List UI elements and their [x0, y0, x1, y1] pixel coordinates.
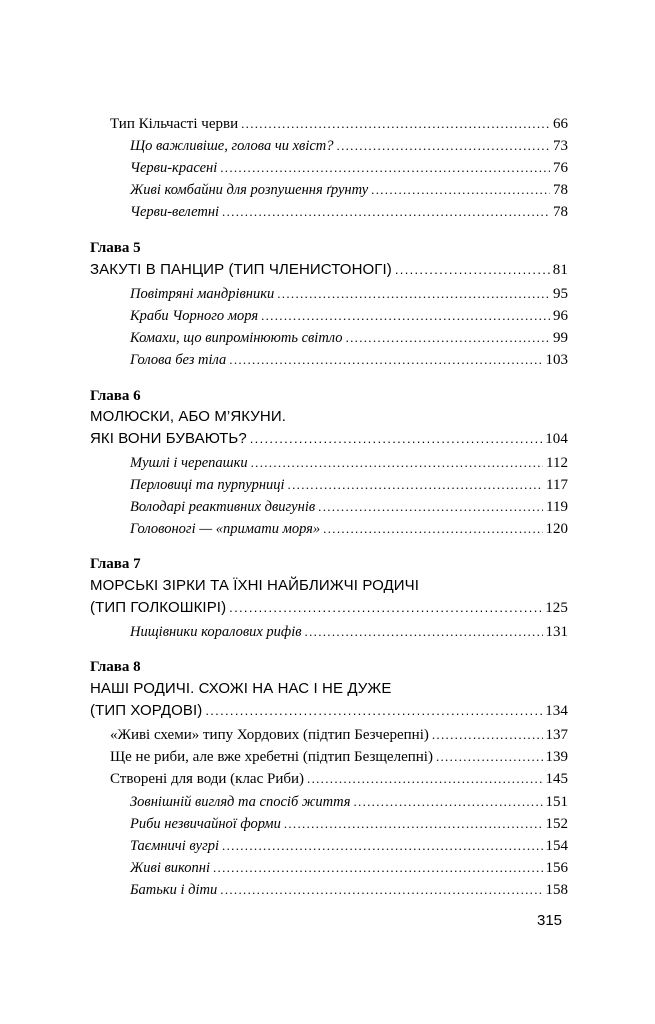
toc-entry-title: Головоногі — «примати моря»	[130, 521, 321, 537]
leader-dots	[205, 701, 542, 721]
toc-entry-title: Що важливіше, голова чи хвіст?	[130, 138, 334, 154]
toc-entry-page: 99	[553, 330, 568, 346]
chapter-label: Глава 6	[90, 388, 141, 404]
leader-dots	[229, 598, 542, 618]
toc-entry-title: Живі комбайни для розпушення ґрунту	[130, 182, 369, 198]
leader-dots	[305, 622, 543, 642]
leader-dots	[307, 769, 542, 789]
chapter-title	[90, 598, 568, 618]
toc-entry-title: Нищівники коралових рифів	[130, 624, 302, 640]
toc-entry	[130, 836, 568, 856]
toc-entry-page: 119	[546, 499, 568, 515]
chapter-title-line: МОЛЮСКИ, АБО М’ЯКУНИ.	[90, 408, 287, 425]
toc-entry-title: Черви-велетні	[130, 204, 220, 220]
leader-dots	[261, 306, 550, 326]
toc-entry-page: 112	[546, 455, 568, 471]
toc-entry-title: Тип Кільчасті черви	[110, 116, 239, 132]
leader-dots	[241, 114, 550, 134]
toc-subentry	[110, 747, 568, 767]
toc-entry	[130, 284, 568, 304]
leader-dots	[323, 519, 542, 539]
toc-entry-page: 73	[553, 138, 568, 154]
toc-entry	[130, 306, 568, 326]
leader-dots	[371, 180, 550, 200]
toc-entry-page: 120	[545, 521, 568, 537]
toc-entry-page: 76	[553, 160, 568, 176]
chapter-label: Глава 5	[90, 240, 141, 256]
toc-entry-title: Краби Чорного моря	[130, 308, 259, 324]
toc-entry-page: 151	[545, 794, 568, 810]
chapter-page: 125	[545, 600, 568, 616]
toc-entry	[130, 328, 568, 348]
chapter-title-line: НАШІ РОДИЧІ. СХОЖІ НА НАС І НЕ ДУЖЕ	[90, 680, 392, 697]
toc-entry-page: 137	[545, 727, 568, 743]
toc-entry	[130, 158, 568, 178]
toc-entry-page: 95	[553, 286, 568, 302]
toc-entry-title: Мушлі і черепашки	[130, 455, 248, 471]
toc-entry-title: Живі викопні	[130, 860, 210, 876]
chapter-title-text: (ТИП ХОРДОВІ)	[90, 702, 203, 719]
toc-entry	[130, 497, 568, 517]
leader-dots	[346, 328, 550, 348]
chapter-title-text: ЯКІ ВОНИ БУВАЮТЬ?	[90, 430, 247, 447]
toc-entry-title: Ще не риби, але вже хребетні (підтип Безщелепні)	[110, 749, 433, 765]
leader-dots	[288, 475, 544, 495]
leader-dots	[251, 453, 543, 473]
toc-entry-page: 103	[545, 352, 568, 368]
toc-entry	[130, 858, 568, 878]
toc-entry	[130, 202, 568, 222]
leader-dots	[353, 792, 542, 812]
chapter-label: Глава 7	[90, 556, 141, 572]
chapter-page: 134	[545, 703, 568, 719]
toc-entry-title: Черви-красені	[130, 160, 218, 176]
toc-subentry	[110, 769, 568, 789]
toc-entry	[130, 350, 568, 370]
leader-dots	[250, 429, 542, 449]
toc-entry-title: Голова без тіла	[130, 352, 227, 368]
leader-dots	[337, 136, 550, 156]
leader-dots	[436, 747, 543, 767]
toc-entry-title: Батьки і діти	[130, 882, 218, 898]
toc-entry-title: «Живі схеми» типу Хордових (підтип Безчерепні)	[110, 727, 429, 743]
chapter-title	[90, 260, 568, 280]
toc-entry-title: Комахи, що випромінюють світло	[130, 330, 343, 346]
toc-entry	[130, 519, 568, 539]
leader-dots	[432, 725, 543, 745]
toc-entry	[130, 453, 568, 473]
toc-entry-page: 156	[545, 860, 568, 876]
toc-entry-page: 131	[545, 624, 568, 640]
leader-dots	[277, 284, 550, 304]
toc-entry	[130, 475, 568, 495]
toc-entry-title: Риби незвичайної форми	[130, 816, 281, 832]
leader-dots	[213, 858, 543, 878]
toc-entry	[130, 814, 568, 834]
toc-entry-page: 145	[545, 771, 568, 787]
leader-dots	[284, 814, 543, 834]
leader-dots	[220, 880, 542, 900]
chapter-page: 81	[552, 262, 568, 278]
toc-subentry	[110, 725, 568, 745]
toc-entry-title: Створені для води (клас Риби)	[110, 771, 305, 787]
toc-entry-page: 117	[546, 477, 568, 493]
toc-entry	[130, 622, 568, 642]
leader-dots	[318, 497, 543, 517]
chapter-title	[90, 429, 568, 449]
toc-entry-title: Зовнішній вигляд та спосіб життя	[130, 794, 351, 810]
toc-entry-page: 152	[545, 816, 568, 832]
chapter-title-text: ЗАКУТІ В ПАНЦИР (ТИП ЧЛЕНИСТОНОГІ)	[90, 261, 392, 278]
toc-entry	[110, 114, 568, 134]
toc-entry-page: 78	[553, 204, 568, 220]
chapter-title-text: (ТИП ГОЛКОШКІРІ)	[90, 599, 227, 616]
toc-entry	[130, 136, 568, 156]
leader-dots	[229, 350, 542, 370]
chapter-label: Глава 8	[90, 659, 141, 675]
toc-entry-page: 154	[545, 838, 568, 854]
toc-entry-page: 66	[553, 116, 568, 132]
toc-entry-page: 96	[553, 308, 568, 324]
toc-entry	[130, 880, 568, 900]
leader-dots	[395, 260, 550, 280]
page-number: 315	[537, 912, 563, 929]
toc-entry-title: Повітряні мандрівники	[130, 286, 275, 302]
leader-dots	[222, 202, 550, 222]
toc-entry-title: Перловиці та пурпурниці	[130, 477, 285, 493]
toc-entry-page: 139	[545, 749, 568, 765]
toc-entry-page: 158	[545, 882, 568, 898]
leader-dots	[222, 836, 542, 856]
leader-dots	[220, 158, 550, 178]
chapter-page: 104	[545, 431, 568, 447]
toc-entry-title: Таємничі вугрі	[130, 838, 220, 854]
toc-entry-title: Володарі реактивних двигунів	[130, 499, 316, 515]
chapter-title-line: МОРСЬКІ ЗІРКИ ТА ЇХНІ НАЙБЛИЖЧІ РОДИЧІ	[90, 577, 420, 594]
chapter-title	[90, 701, 568, 721]
toc-entry	[130, 180, 568, 200]
toc-entry	[130, 792, 568, 812]
toc-entry-page: 78	[553, 182, 568, 198]
